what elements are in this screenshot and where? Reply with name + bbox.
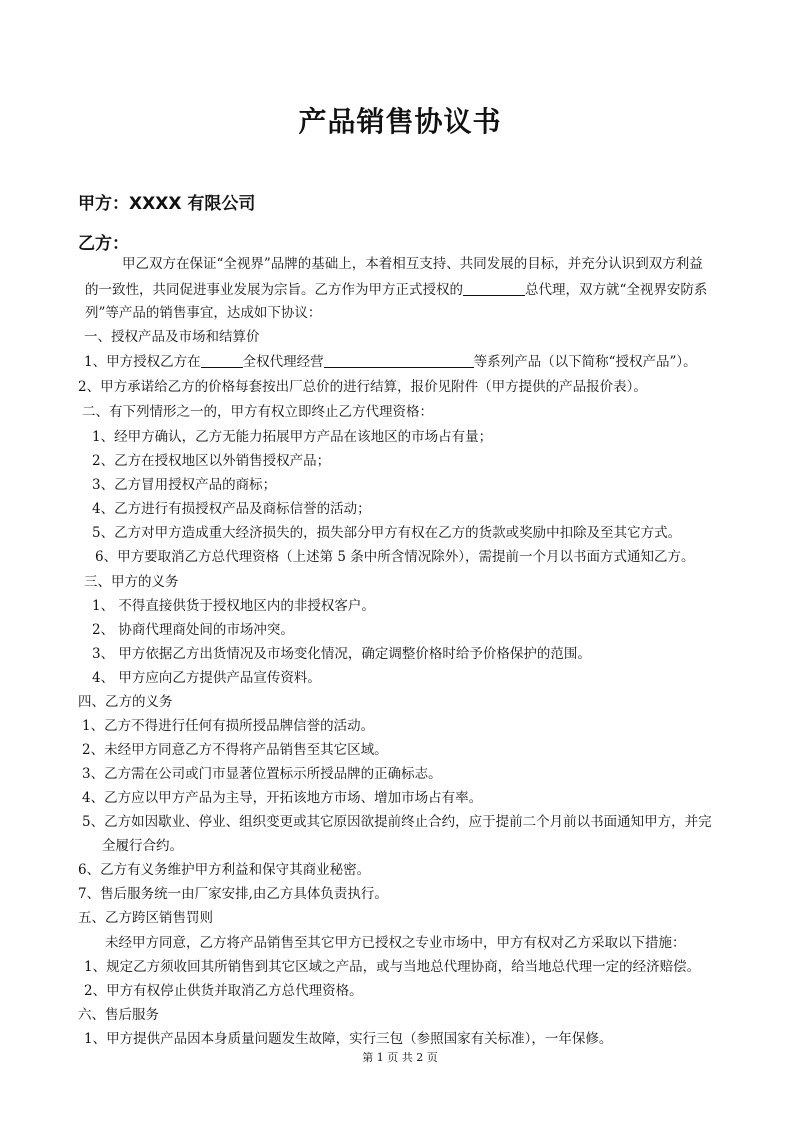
intro-line-1: 甲乙双方在保证“全视界”品牌的基础上，本着相互支持、共同发展的目标，并充分认识到双方利益 — [122, 256, 703, 272]
intro-text: 的一致性，共同促进事业发展为宗旨。乙方作为甲方正式授权的 — [85, 282, 463, 298]
section-heading: 三、甲方的义务 — [84, 574, 179, 590]
document-title: 产品销售协议书 — [298, 105, 502, 138]
clause: 2、甲方承诺给乙方的价格每套按出厂总价的进行结算，报价见附件（甲方提供的产品报价表）。 — [78, 379, 647, 395]
clause: 7、售后服务统一由厂家安排,由乙方具体负责执行。 — [78, 886, 388, 902]
section-heading: 四、乙方的义务 — [78, 694, 173, 710]
section-heading: 五、乙方跨区销售罚则 — [78, 910, 213, 926]
section-heading: 一、授权产品及市场和结算价 — [84, 329, 260, 345]
page-number: 第 1 页 共 2 页 — [362, 1051, 438, 1064]
blank-field — [201, 353, 243, 368]
clause-text: 1、甲方授权乙方在 — [84, 354, 201, 370]
intro-line-2 — [85, 281, 707, 299]
section-heading: 六、售后服务 — [78, 1007, 159, 1023]
clause: 3、乙方冒用授权产品的商标； — [92, 477, 277, 493]
clause: 1、乙方不得进行任何有损所授品牌信誉的活动。 — [82, 718, 375, 734]
clause-text: 全权代理经营 — [242, 354, 324, 370]
intro-line-3: 列”等产品的销售事宜，达成如下协议： — [85, 305, 322, 321]
section-heading: 二、有下列情形之一的，甲方有权立即终止乙方代理资格： — [82, 404, 433, 420]
clause: 2、甲方有权停止供货并取消乙方总代理资格。 — [84, 983, 363, 999]
clause: 2、 协商代理商处间的市场冲突。 — [92, 622, 294, 638]
clause: 2、乙方在授权地区以外销售授权产品； — [92, 453, 331, 469]
party-b: 乙方： — [78, 234, 129, 254]
clause: 4、乙方进行有损授权产品及商标信誉的活动； — [92, 501, 371, 517]
blank-field — [463, 281, 525, 296]
clause: 6、甲方要取消乙方总代理资格（上述第 5 条中所含情况除外），需提前一个月以书面方式通知乙方。 — [95, 549, 695, 565]
clause-continuation: 全履行合约。 — [102, 838, 183, 854]
clause: 3、 甲方依据乙方出货情况及市场变化情况，确定调整价格时给予价格保护的范围。 — [92, 646, 591, 662]
clause: 2、未经甲方同意乙方不得将产品销售至其它区域。 — [82, 742, 388, 758]
clause: 1、规定乙方须收回其所销售到其它区域之产品，或与当地总代理协商，给当地总代理一定的经济赔偿。 — [84, 959, 701, 975]
clause: 1、 不得直接供货于授权地区内的非授权客户。 — [92, 598, 375, 614]
party-a: 甲方：XXXX 有限公司 — [78, 194, 256, 214]
clause — [84, 353, 697, 371]
clause: 1、经甲方确认，乙方无能力拓展甲方产品在该地区的市场占有量； — [92, 429, 493, 445]
clause: 6、乙方有义务维护甲方利益和保守其商业秘密。 — [78, 862, 371, 878]
clause: 1、甲方提供产品因本身质量问题发生故障，实行三包（参照国家有关标准），一年保修。 — [84, 1031, 613, 1047]
clause: 未经甲方同意，乙方将产品销售至其它甲方已授权之专业市场中，甲方有权对乙方采取以下措施： — [105, 935, 686, 951]
clause: 4、 甲方应向乙方提供产品宣传资料。 — [92, 670, 321, 686]
clause: 5、乙方对甲方造成重大经济损失的，损失部分甲方有权在乙方的货款或奖励中扣除及至其它方式。 — [92, 525, 682, 541]
blank-field — [324, 353, 474, 368]
clause: 5、乙方如因歇业、停业、组织变更或其它原因欲提前终止合约，应于提前二个月前以书面通知甲方，并完 — [82, 814, 712, 830]
intro-text: 总代理，双方就“全视界安防系 — [525, 282, 708, 298]
clause: 3、乙方需在公司或门市显著位置标示所授品牌的正确标志。 — [82, 766, 442, 782]
clause-text: 等系列产品（以下简称“授权产品”）。 — [473, 354, 697, 370]
clause: 4、乙方应以甲方产品为主导，开拓该地方市场、增加市场占有率。 — [82, 790, 483, 806]
